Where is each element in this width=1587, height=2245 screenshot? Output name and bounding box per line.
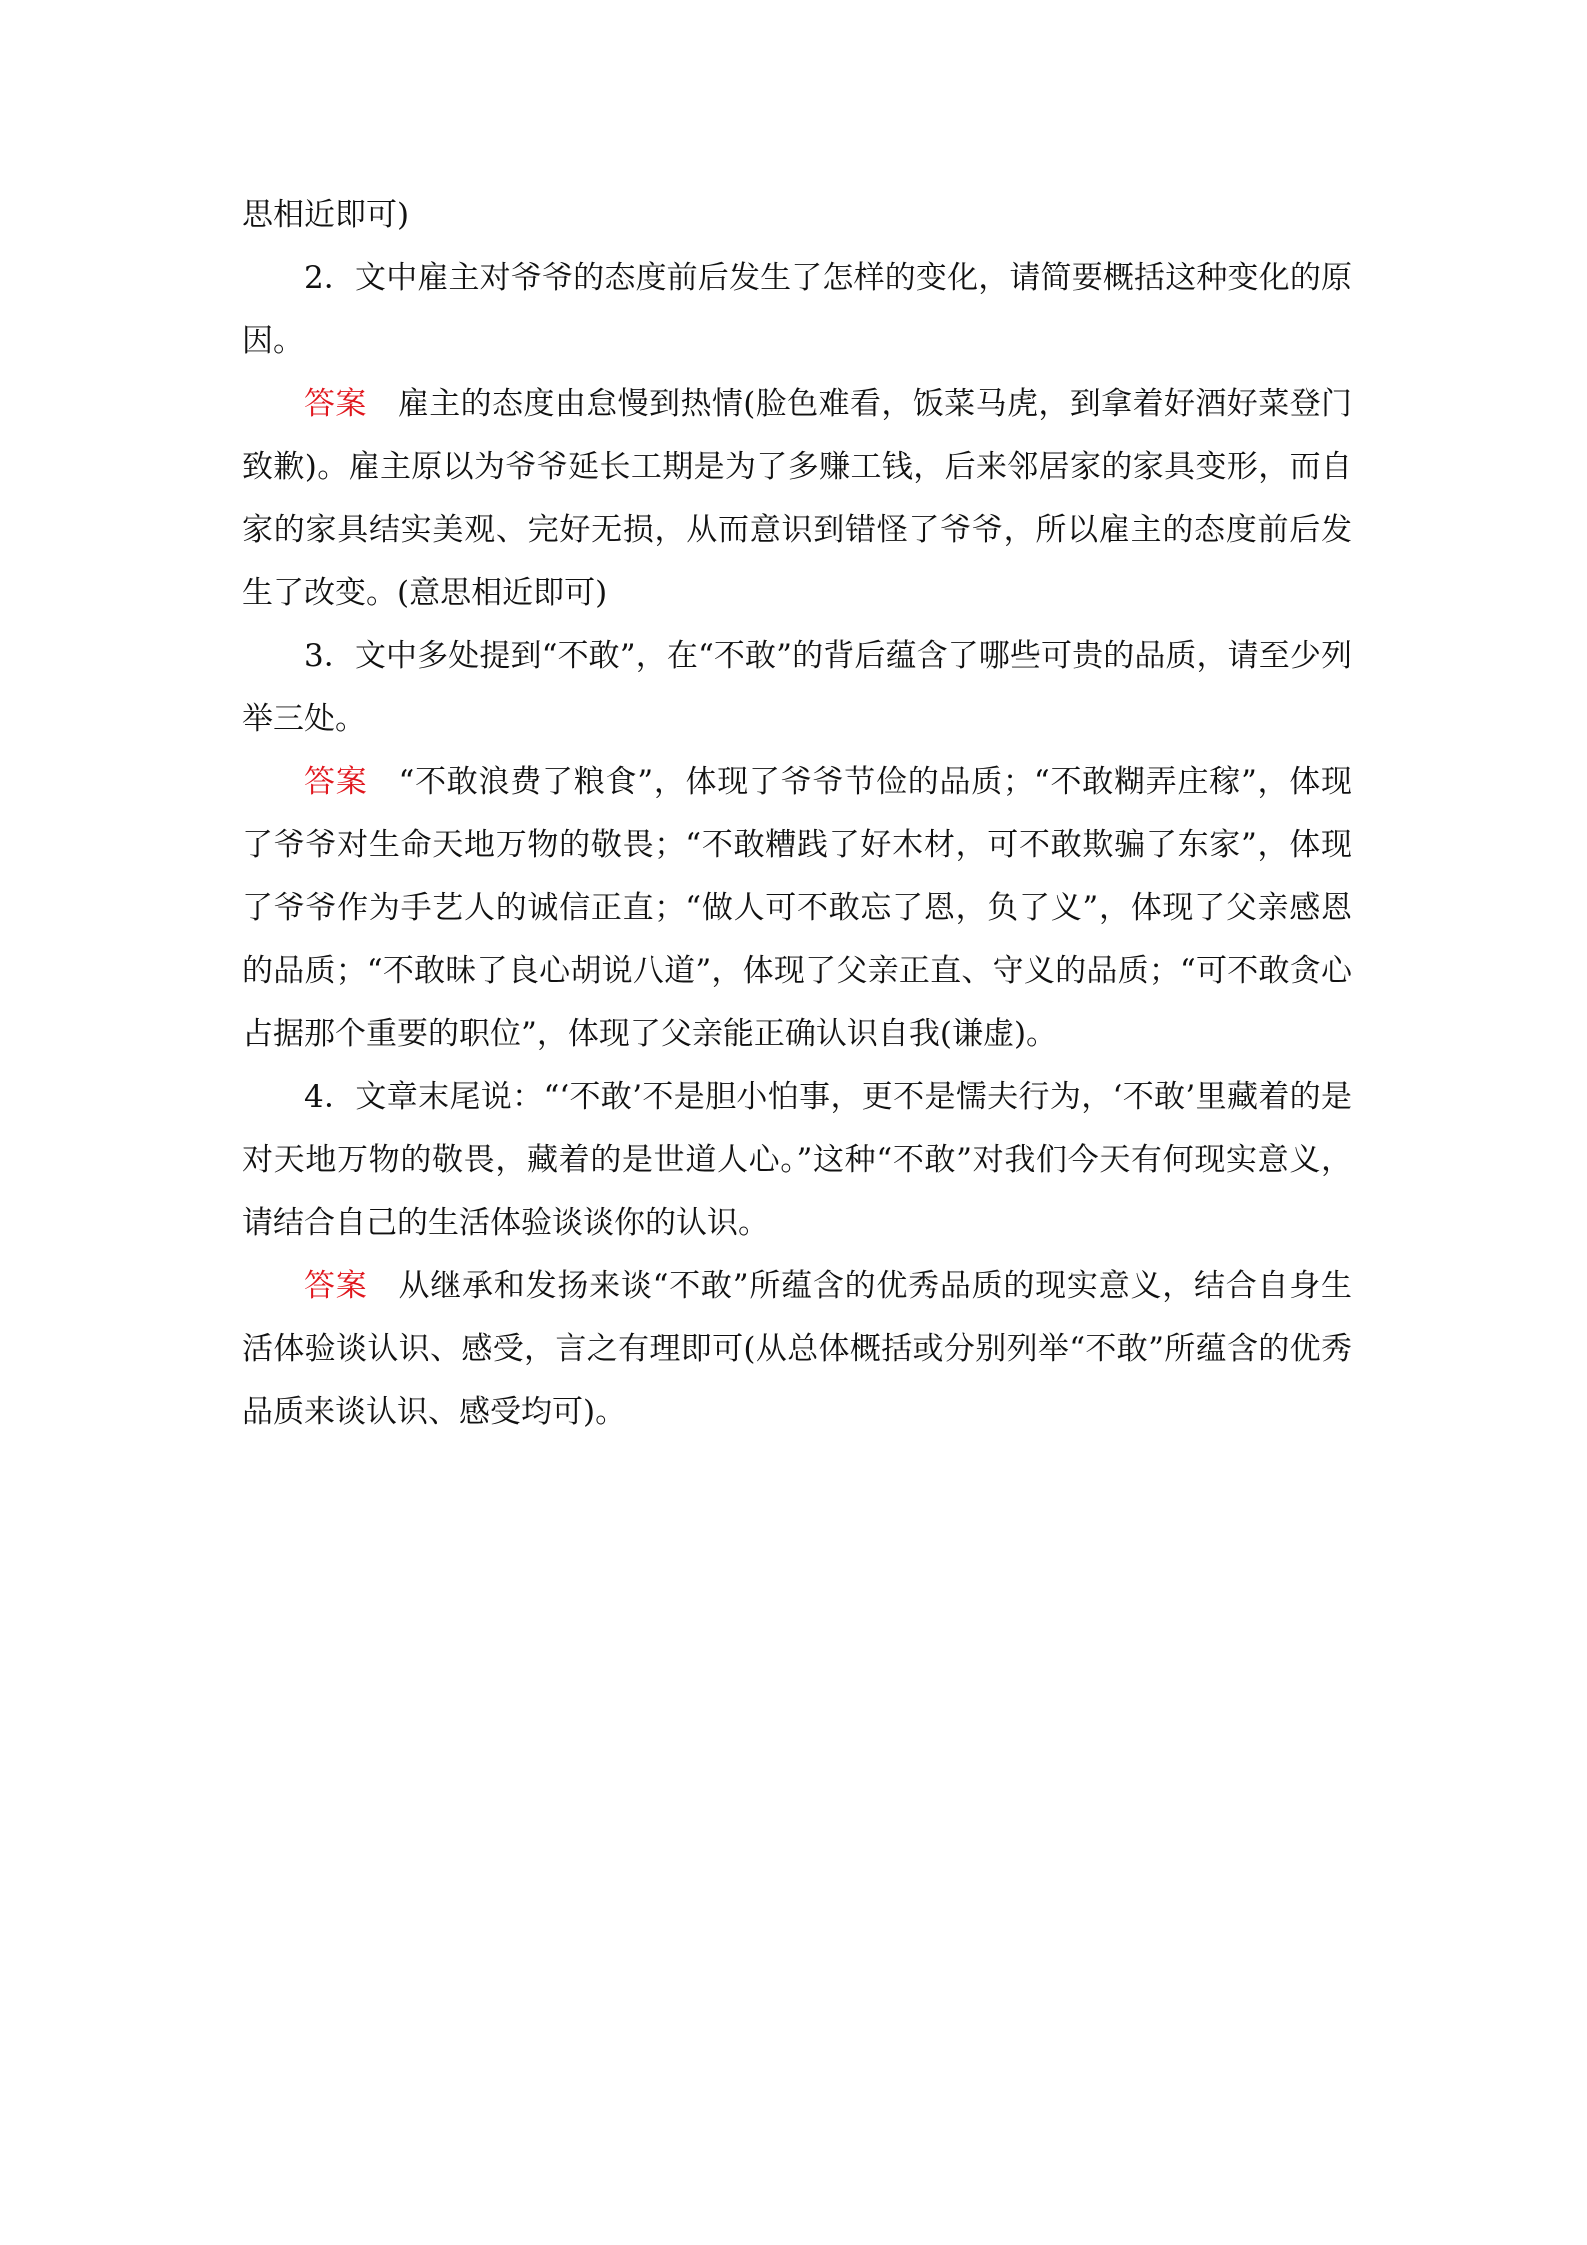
question-4: 4．文章末尾说：“‘不敢’不是胆小怕事，更不是懦夫行为，‘不敢’里藏着的是对天地万物的敬畏，藏着的是世道人心。”这种“不敢”对我们今天有何现实意义，请结合自己的生活体验谈谈你的认识。: [242, 1079, 1352, 1241]
question-2: 2．文中雇主对爷爷的态度前后发生了怎样的变化，请简要概括这种变化的原因。: [242, 260, 1352, 359]
answer-2-text: 雇主的态度由怠慢到热情(脸色难看，饭菜马虎，到拿着好酒好菜登门致歉)。雇主原以为爷爷延长工期是为了多赚工钱，后来邻居家的家具变形，而自家的家具结实美观、完好无损，从而意识到错怪了爷爷，所以雇主的态度前后发生了改变。(意思相近即可): [242, 386, 1353, 611]
answer-3: [242, 751, 1352, 1066]
answer-2: [242, 373, 1352, 625]
document-page: [242, 184, 1352, 1444]
answer-label: 答案: [304, 764, 368, 800]
answer-4-text: 从继承和发扬来谈“不敢”所蕴含的优秀品质的现实意义，结合自身生活体验谈认识、感受，言之有理即可(从总体概括或分别列举“不敢”所蕴含的优秀品质来谈认识、感受均可)。: [242, 1268, 1353, 1430]
answer-4: [242, 1255, 1352, 1444]
paragraph-continuation: 思相近即可): [242, 197, 410, 233]
answer-label: 答案: [304, 1268, 368, 1304]
answer-label: 答案: [304, 386, 367, 422]
answer-3-text: “不敢浪费了粮食”，体现了爷爷节俭的品质；“不敢糊弄庄稼”，体现了爷爷对生命天地万物的敬畏；“不敢糟践了好木材，可不敢欺骗了东家”，体现了爷爷作为手艺人的诚信正直；“做人可不敢忘了恩，负了义”，体现了父亲感恩的品质；“不敢昧了良心胡说八道”，体现了父亲正直、守义的品质；“可不敢贪心占据那个重要的职位”，体现了父亲能正确认识自我(谦虚)。: [242, 764, 1353, 1052]
question-3: 3．文中多处提到“不敢”，在“不敢”的背后蕴含了哪些可贵的品质，请至少列举三处。: [242, 638, 1352, 737]
